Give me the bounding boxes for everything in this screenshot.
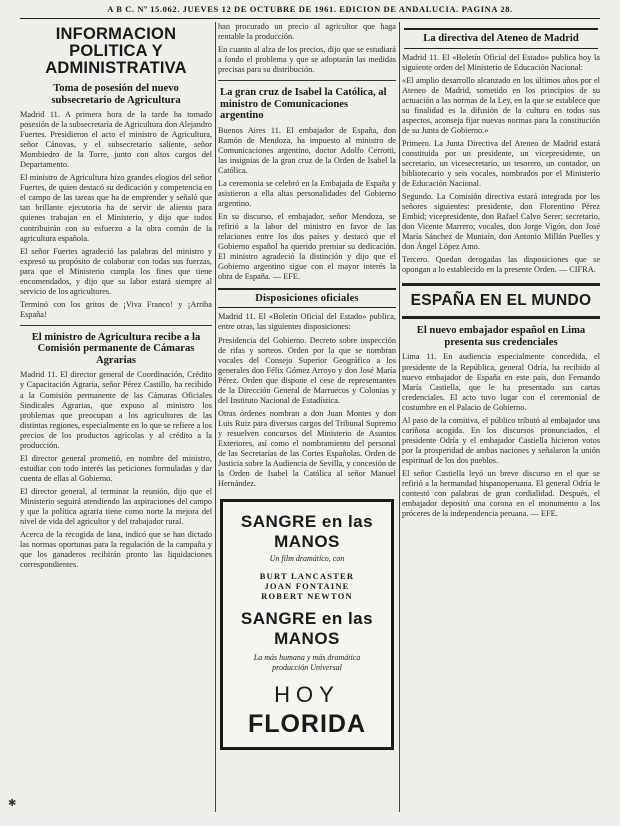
ad-cinema-name: FLORIDA (247, 710, 367, 739)
section-title: ESPAÑA EN EL MUNDO (402, 283, 600, 319)
article-paragraph: El director general, al terminar la reunión, dijo que el Ministerio seguirá atendiendo las aspiraciones del campo y que la política agraria tiene como norte la mejora del nivel de vida del agricultor y del trabajador rural. (20, 486, 212, 527)
article-paragraph: En su discurso, el embajador, señor Mendoza, se refirió a la labor del ministro en favor de las relaciones entre los dos países y destacó que el Gobierno español ha querido premiar su dedicación. El ministro agradeció la distinción y dijo que el Gobierno argentino sigue con el mayor interés la obra de España. — EFE. (218, 212, 396, 282)
article-paragraph: Presidencia del Gobierno. Decreto sobre inspección de rifas y sorteos. Orden por la que se nombran vocales del Consejo Superior Geográfico a los generales don Félix Gómez Arroyo y don José María Pérez. Orden que dispone el cese de representantes de la Dirección General de Marruecos y Colonias y del Instituto Nacional de Estadística. (218, 335, 396, 405)
article-headline: La gran cruz de Isabel la Católica, al ministro de Comunicaciones argentino (220, 87, 387, 122)
article-paragraph: Otras órdenes nombran a don Juan Montes y don Luis Ruiz para diversos cargos del Tribunal Supremo y resuelven concursos del Ministerio de Asuntos Exteriores, así como el nombramiento del personal de las Secretarías de las Cortes Españolas. Orden de Justicia sobre la Audiencia de Sevilla, y concesión de la Orden de Isabel la Católica al señor Manuel Hernández. (218, 408, 396, 489)
article-paragraph: han procurado un precio al agricultor que haga rentable la producción. (218, 22, 396, 42)
article-paragraph: Segundo. La Comisión directiva estará integrada por los señores siguientes: presidente, don Florentino Pérez Embid; vicepresidente, don Rafael Calvo Serer; secretario, don Vicente Marrero; vocales, don Jorge Vigón, don José María Sánchez de Muniaín, don Antonio Millán Puelles y don Ángel López Amo. (402, 192, 600, 252)
column-3 (402, 22, 600, 816)
ad-movie-title: SANGRE en las MANOS (240, 512, 374, 552)
ad-cast-member: ROBERT NEWTON (261, 591, 353, 602)
ad-cast-member: JOAN FONTAINE (264, 581, 350, 592)
article-headline: El nuevo embajador español en Lima presenta sus credenciales (416, 325, 586, 348)
ad-tagline: Un film dramático, con (269, 554, 345, 564)
cinema-advertisement (220, 499, 394, 750)
article-paragraph: Primero. La Junta Directiva del Ateneo de Madrid estará constituida por un presidente, un vicepresidente, un secretario, un vicesecretario, un tesorero, un contador, un bibliotecario y seis vocales, nombrados por el Ministerio de Educación Nacional. (402, 138, 600, 189)
ad-cast (229, 571, 385, 601)
article-paragraph: «El amplio desarrollo alcanzado en los últimos años por el Ateneo de Madrid, sometido en los principios de su actuación a las normas de la Ley, en la que se establece que su finalidad es la difusión de la cultura en todos sus aspectos, aconseja fijar nuevas normas para la constitución de su Junta de Gobierno.» (402, 75, 600, 135)
ad-movie-title: SANGRE en las MANOS (240, 609, 374, 649)
article-paragraph: La ceremonia se celebró en la Embajada de España y asistieron a ella altas personalidades del Gobierno argentino. (218, 178, 396, 209)
article-headline: La directiva del Ateneo de Madrid (404, 28, 598, 49)
article-headline: Toma de posesión del nuevo subsecretario de Agricultura (51, 83, 181, 106)
article-paragraph: Lima 11. En audiencia especialmente concedida, el presidente de la República, general Odría, ha recibido al nuevo embajador de España en este país, don Fernando María Castiella, que le ha presentado sus cartas credenciales. El acto tuvo lugar con el ceremonial de costumbre en el Palacio de Gobierno. (402, 352, 600, 412)
article-paragraph: El ministro de Agricultura hizo grandes elogios del señor Fuertes, de quien destacó su dedicación y competencia en el campo de las tareas que ha de emprender y señaló que tan brillante ejecutoria ha de servir de aliento para quienes trabajan en el Ministerio, y dijo que todos contribuirán con su esfuerzo a la obra común de la agricultura española. (20, 173, 212, 243)
article-paragraph: Acerca de la recogida de lana, indicó que se han dictado las normas oportunas para la regulación de la campaña y que los ganaderos recibirán pronto las liquidaciones correspondientes. (20, 530, 212, 570)
article-paragraph: El señor Fuertes agradeció las palabras del ministro y expresó su propósito de colaborar con todas sus fuerzas, para que el Ministerio cumpla los fines que tiene encomendados, y dijo que su labor estará siempre al servicio de los agricultores. (20, 246, 212, 296)
article-paragraph: Tercero. Quedan derogadas las disposiciones que se opongan a lo establecido en la presente Orden. — CIFRA. (402, 255, 600, 275)
article-paragraph: Madrid 11. El director general de Coordinación, Crédito y Capacitación Agraria, señor Pérez Castillo, ha recibido a la Comisión permanente de las Cámaras Oficiales Sindicales Agrarias, que expuso al ministro los problemas que preocupan a los agricultores de las distintas regiones, especialmente en lo que se refiere a los precios de los productos agrícolas y al crédito a la producción. (20, 370, 212, 450)
article-paragraph: Buenos Aires 11. El embajador de España, don Ramón de Mendoza, ha impuesto al ministro de Comunicaciones argentino, doctor Adolfo Cerrotti, las insignias de la gran cruz de la Orden de Isabel la Católica. (218, 125, 396, 175)
article-separator (20, 325, 212, 326)
ad-today: HOY (274, 682, 340, 708)
article-paragraph: Al paso de la comitiva, el público tributó al embajador una cariñosa acogida. En los discursos pronunciados, el presidente Odría y el embajador Castiella hicieron votos por la prosperidad de ambas naciones y señalaron la unión espiritual de los dos pueblos. (402, 415, 600, 465)
article-paragraph: Madrid 11. El «Boletín Oficial del Estado» publica hoy la siguiente orden del Ministerio de Educación Nacional: (402, 52, 600, 72)
article-headline: Disposiciones oficiales (218, 288, 396, 308)
corner-mark-icon: ✱ (8, 798, 17, 809)
column-2 (218, 22, 396, 816)
article-paragraph: Madrid 11. A primera hora de la tarde ha tomado posesión de la subsecretaría de Agricultura don Alejandro Fuertes. Presidieron el acto el ministro de Agricultura, señor Cánovas, y el subsecretario saliente, señor Mombiedro de la Torre, junto con altos cargos del Departamento. (20, 110, 212, 170)
article-paragraph: El director general prometió, en nombre del ministro, estudiar con todo interés las peticiones formuladas y dar cuenta de ellas al Gobierno. (20, 453, 212, 483)
section-title: INFORMACION POLITICA Y ADMINISTRATIVA (45, 25, 187, 77)
column-divider (399, 22, 400, 812)
article-paragraph: En cuanto al alza de los precios, dijo que se estudiará a fondo el problema y que se adoptarán las medidas precisas para su distribución. (218, 45, 396, 75)
article-paragraph: El señor Castiella leyó un breve discurso en el que se refirió a la hermandad hispanoperuana. El general Odría le contestó con palabras de gran cordialidad. Después, el embajador depositó una corona en el monumento a los próceres de la independencia peruana. — EFE. (402, 469, 600, 519)
masthead-rule (20, 18, 600, 19)
article-separator (218, 80, 396, 81)
column-1 (20, 22, 212, 816)
ad-cast-member: BURT LANCASTER (259, 571, 355, 582)
article-paragraph: Terminó con los gritos de ¡Viva Franco! y ¡Arriba España! (20, 299, 212, 319)
column-divider (215, 22, 216, 812)
masthead: A B C. Nº 15.062. JUEVES 12 DE OCTUBRE DE 1961. EDICION DE ANDALUCIA. PAGINA 28. (107, 4, 513, 14)
article-paragraph: Madrid 11. El «Boletín Oficial del Estado» publica, entre otras, las siguientes disposiciones: (218, 312, 396, 332)
ad-tagline: La más humana y más dramática producción Universal (253, 653, 361, 672)
article-headline: El ministro de Agricultura recibe a la Comisión permanente de Cámaras Agrarias (31, 331, 201, 366)
